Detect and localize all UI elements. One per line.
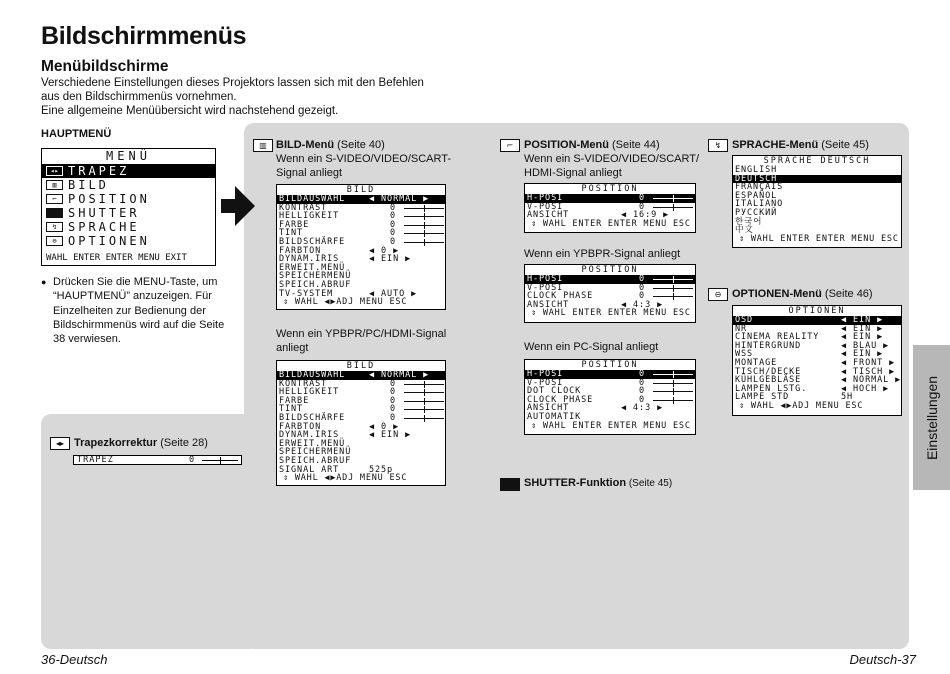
osd-row-label: HELLIGKEIT [279, 387, 340, 398]
page-number-left: 36-Deutsch [41, 652, 108, 667]
main-menu-title: MENÜ [106, 149, 151, 163]
osd-title: SPRACHE DEUTSCH [763, 156, 871, 166]
osd-row-label: FARBTON [279, 245, 322, 256]
osd-row[interactable] [733, 393, 901, 402]
osd-row-label: SIGNAL ART [279, 464, 340, 475]
bild-menu-osd-1 [276, 184, 446, 310]
osd-slider-tick [673, 285, 674, 292]
osd-row-label: H-POSI [527, 274, 564, 284]
osd-row-label: LAMPE STD [735, 392, 790, 403]
osd-slider-tick [673, 380, 674, 387]
osd-row[interactable] [277, 290, 445, 299]
osd-row-label: 한국어 [735, 216, 763, 227]
osd-row-value: ◀ 16:9 ▶ [621, 210, 670, 221]
osd-row-value: 0 [390, 236, 397, 247]
shutter-icon [500, 478, 520, 491]
osd-row-label: FRANÇAIS [735, 182, 784, 193]
trapez-label: TRAPEZ [77, 455, 114, 465]
osd-row-label: FARBE [279, 219, 310, 230]
osd-row-label: H-POSI [527, 193, 564, 203]
osd-row-value: ◀ NORMAL ▶ [369, 194, 430, 204]
osd-row-label: CLOCK PHASE [527, 394, 594, 405]
osd-row-label: РУССКИЙ [735, 207, 778, 218]
osd-row-value: 0 [639, 291, 646, 302]
osd-row-label: DOT CLOCK [527, 386, 582, 397]
osd-slider-tick [424, 230, 425, 237]
osd-row[interactable] [277, 466, 445, 475]
osd-row-value: 0 [639, 377, 646, 388]
trapez-caption: Trapezkorrektur (Seite 28) [74, 437, 208, 449]
osd-title: POSITION [581, 265, 639, 275]
osd-row-label: LAMPEN LSTG. [735, 383, 808, 394]
osd-row-label: SPEICHERMENÜ [279, 271, 352, 282]
osd-row-label: BILDSCHÄRFE [279, 236, 346, 247]
osd-row-value: 0 [390, 395, 397, 406]
osd-row-value: 0 [390, 412, 397, 423]
osd-row-value: ◀ EIN ▶ [841, 323, 884, 334]
optionen-caption: OPTIONEN-Menü (Seite 46) [732, 288, 873, 300]
position-icon: ⌐ [500, 139, 520, 152]
main-menu [41, 148, 216, 266]
trapez-value: 0 [189, 455, 196, 465]
hauptmenu-label: HAUPTMENÜ [41, 128, 112, 140]
osd-row-value: ◀ 0 ▶ [369, 245, 400, 256]
osd-slider-tick [424, 381, 425, 388]
osd-title: BILD [346, 361, 376, 371]
osd-row-value: ◀ NORMAL ▶ [841, 375, 902, 386]
osd-row-label: SPEICH.ABRUF [279, 455, 352, 466]
osd-row-label: H-POSI [527, 369, 564, 379]
osd-row-value: 5H [841, 392, 854, 403]
osd-row[interactable] [525, 413, 695, 422]
main-menu-footer: WAHL ENTER ENTER MENU EXIT [46, 253, 187, 263]
osd-slider-tick [424, 406, 425, 413]
osd-row-label: ANSICHT [527, 210, 570, 221]
intro-line: Verschiedene Einstellungen dieses Projektors lassen sich mit den Befehlen [41, 77, 424, 89]
osd-row-value: ◀ AUTO ▶ [369, 288, 418, 299]
osd-row-value: 0 [639, 386, 646, 397]
position-menu-osd-2 [524, 264, 696, 323]
osd-title: OPTIONEN [788, 306, 846, 316]
osd-row-value: 0 [390, 378, 397, 389]
position-caption: POSITION-Menü (Seite 44) Wenn ein S-VIDEO/VIDEO/SCART/ HDMI-Signal anliegt [524, 139, 700, 179]
page-number-right: Deutsch-37 [849, 652, 916, 667]
osd-slider-tick [673, 388, 674, 395]
trapez-icon: ◂▸ [46, 166, 63, 176]
osd-slider-tick [673, 293, 674, 300]
osd-row-label: BILDAUSWAHL [279, 194, 346, 204]
shutter-caption: SHUTTER-Funktion (Seite 45) [524, 477, 673, 489]
trapez-icon: ◂▸ [50, 437, 70, 450]
position-menu-osd-1 [524, 183, 696, 233]
intro-line: Eine allgemeine Menüübersicht wird nachstehend gezeigt. [41, 105, 339, 117]
trapez-slider-tick [220, 457, 221, 464]
osd-row-value: 0 [639, 394, 646, 405]
sprache-caption: SPRACHE-Menü (Seite 45) [732, 139, 869, 151]
osd-row-label: ANSICHT [527, 403, 570, 414]
osd-row-label: 中文 [735, 225, 754, 236]
osd-row-value: ◀ 4:3 ▶ [621, 299, 664, 310]
osd-row-label: AUTOMATIK [527, 411, 582, 422]
osd-row[interactable] [733, 226, 901, 235]
osd-row-label: TINT [279, 404, 304, 415]
osd-row-value: ◀ TISCH ▶ [841, 366, 896, 377]
side-tab-label: Einstellungen [923, 375, 940, 460]
osd-row-value: ◀ 0 ▶ [369, 421, 400, 432]
osd-title: POSITION [581, 360, 639, 370]
osd-slider-tick [673, 204, 674, 211]
osd-row-label: KONTRAST [279, 378, 328, 389]
osd-row-label: V-POSI [527, 282, 564, 293]
osd-row-label: TISCH/DECKE [735, 366, 802, 377]
osd-footer: ⇕ WAHL ENTER ENTER MENU ESC [739, 233, 899, 244]
osd-title: BILD [346, 185, 376, 195]
osd-row-label: KONTRAST [279, 202, 328, 213]
page-title: Bildschirmmenüs [41, 22, 247, 50]
osd-row-label: ENGLISH [735, 165, 778, 175]
osd-row-label: BILDSCHÄRFE [279, 412, 346, 423]
position-menu-osd-3 [524, 359, 696, 435]
osd-slider-tick [673, 195, 674, 202]
osd-slider-tick [424, 239, 425, 246]
osd-row-label: SPEICH.ABRUF [279, 279, 352, 290]
osd-row-label: ERWEIT.MENÜ [279, 262, 346, 273]
osd-footer: ⇕ WAHL ENTER ENTER MENU ESC [531, 308, 691, 319]
osd-row-value: ◀ HOCH ▶ [841, 383, 890, 394]
osd-row-label: BILDAUSWAHL [279, 370, 346, 380]
intro-text [41, 76, 424, 118]
main-menu-item-sprache[interactable] [42, 220, 215, 234]
main-menu-item-bild[interactable] [42, 178, 215, 192]
bild-caption: BILD-Menü (Seite 40) Wenn ein S-VIDEO/VIDEO/SCART- Signal anliegt [276, 139, 452, 179]
osd-row-label: MONTAGE [735, 357, 778, 368]
osd-row-label: CINEMA REALITY [735, 332, 820, 343]
osd-footer: ⇕ WAHL ◀▶ADJ MENU ESC [739, 400, 864, 411]
position3-caption: Wenn ein PC-Signal anliegt [524, 341, 659, 353]
osd-row-label: DYNAM.IRIS [279, 254, 340, 265]
osd-slider-tick [424, 398, 425, 405]
osd-row-label: FARBE [279, 395, 310, 406]
section-side-tab [913, 345, 950, 490]
main-menu-item-trapez[interactable] [42, 164, 215, 178]
osd-row-label: TINT [279, 228, 304, 239]
sprache-menu-osd [732, 155, 902, 248]
osd-footer: ⇕ WAHL ◀▶ADJ MENU ESC [283, 297, 408, 308]
osd-row-label: KÜHLGEBLÄSE [735, 375, 802, 386]
osd-row-label: ESPAÑOL [735, 190, 778, 201]
osd-row-label: NR [735, 323, 748, 334]
osd-footer: ⇕ WAHL ENTER ENTER MENU ESC [531, 420, 691, 431]
osd-row-value: ◀ BLAU ▶ [841, 340, 890, 351]
osd-row-value: ◀ FRONT ▶ [841, 357, 896, 368]
osd-row-value: ◀ EIN ▶ [841, 332, 884, 343]
menu-item-label: POSITION [68, 192, 150, 206]
menu-item-label: BILD [68, 178, 109, 192]
osd-row[interactable] [733, 218, 901, 227]
osd-slider-tick [424, 389, 425, 396]
menu-item-label: TRAPEZ [68, 164, 130, 178]
osd-row-label: HINTERGRUND [735, 340, 802, 351]
bild2-caption: Wenn ein YPBPR/PC/HDMI-Signal anliegt [276, 328, 447, 354]
osd-footer: ⇕ WAHL ◀▶ADJ MENU ESC [283, 473, 408, 484]
osd-slider-tick [673, 371, 674, 378]
osd-title: POSITION [581, 184, 639, 194]
osd-row-value: 0 [639, 201, 646, 212]
osd-row-value: 0 [390, 202, 397, 213]
osd-row-label: ERWEIT.MENÜ [279, 438, 346, 449]
osd-slider-tick [424, 415, 425, 422]
optionen-icon: ⊖ [46, 236, 63, 246]
osd-row-value: 0 [639, 274, 646, 284]
sprache-icon: ↯ [708, 139, 728, 152]
osd-row-label: ANSICHT [527, 299, 570, 310]
position2-caption: Wenn ein YPBPR-Signal anliegt [524, 248, 681, 260]
osd-row-value: 0 [639, 369, 646, 379]
menu-item-label: SHUTTER [68, 206, 140, 220]
osd-row-value: 0 [390, 404, 397, 415]
section-title: Menübildschirme [41, 58, 169, 75]
osd-row-label: V-POSI [527, 377, 564, 388]
osd-row-label: TV-SYSTEM [279, 288, 334, 299]
position-icon: ⌐ [46, 194, 63, 204]
osd-slider-tick [673, 397, 674, 404]
shutter-icon [46, 208, 63, 218]
osd-slider-tick [673, 276, 674, 283]
bild-menu-osd-2 [276, 360, 446, 486]
osd-slider-tick [424, 213, 425, 220]
osd-row-value: ◀ 4:3 ▶ [621, 403, 664, 414]
osd-row-label: DYNAM.IRIS [279, 430, 340, 441]
osd-footer: ⇕ WAHL ENTER ENTER MENU ESC [531, 218, 691, 229]
optionen-icon: ⊖ [708, 288, 728, 301]
optionen-menu-osd [732, 305, 902, 416]
main-menu-item-shutter[interactable] [42, 206, 215, 220]
osd-row-value: ◀ EIN ▶ [841, 315, 884, 325]
osd-row-label: CLOCK PHASE [527, 291, 594, 302]
osd-row-value: ◀ EIN ▶ [369, 430, 412, 441]
bild-icon: ▥ [46, 180, 63, 190]
menu-item-label: OPTIONEN [68, 234, 150, 248]
osd-row-label: ITALIANO [735, 199, 784, 210]
osd-row-label: WSS [735, 349, 754, 360]
osd-row-value: 0 [639, 193, 646, 203]
osd-row-value: 0 [390, 219, 397, 230]
osd-row-value: ◀ EIN ▶ [369, 254, 412, 265]
osd-row-label: OSD [735, 315, 754, 325]
panel-corner [232, 402, 244, 414]
osd-row-label: V-POSI [527, 201, 564, 212]
osd-row-value: 0 [390, 211, 397, 222]
osd-row-value: 0 [390, 228, 397, 239]
panel-joint [244, 408, 256, 420]
sprache-icon: ↯ [46, 222, 63, 232]
osd-row-label: DEUTSCH [735, 173, 778, 184]
instruction-bullet: ● Drücken Sie die MENU-Taste, um “HAUPTMENÜ” anzuzeigen. Für Einzelheiten zur Bedienung der Bildschirmmenüs wird auf die Seite 38 verwiesen. [41, 275, 231, 346]
menu-item-label: SPRACHE [68, 220, 140, 234]
osd-row[interactable] [525, 211, 695, 220]
osd-row-value: ◀ EIN ▶ [841, 349, 884, 360]
osd-slider-tick [424, 222, 425, 229]
osd-row-value: 525p [369, 464, 394, 475]
osd-row-value: 0 [390, 387, 397, 398]
bild-icon: ▥ [253, 139, 273, 152]
main-menu-item-position[interactable] [42, 192, 215, 206]
trapez-osd [73, 455, 242, 465]
osd-row-value: ◀ NORMAL ▶ [369, 370, 430, 380]
osd-row-label: SPEICHERMENÜ [279, 447, 352, 458]
osd-row-label: FARBTON [279, 421, 322, 432]
osd-slider-tick [424, 205, 425, 212]
intro-line: aus den Bildschirmmenüs vornehmen. [41, 91, 237, 103]
osd-row-label: HELLIGKEIT [279, 211, 340, 222]
osd-row-value: 0 [639, 282, 646, 293]
main-menu-item-optionen[interactable] [42, 234, 215, 248]
osd-row[interactable] [525, 301, 695, 310]
